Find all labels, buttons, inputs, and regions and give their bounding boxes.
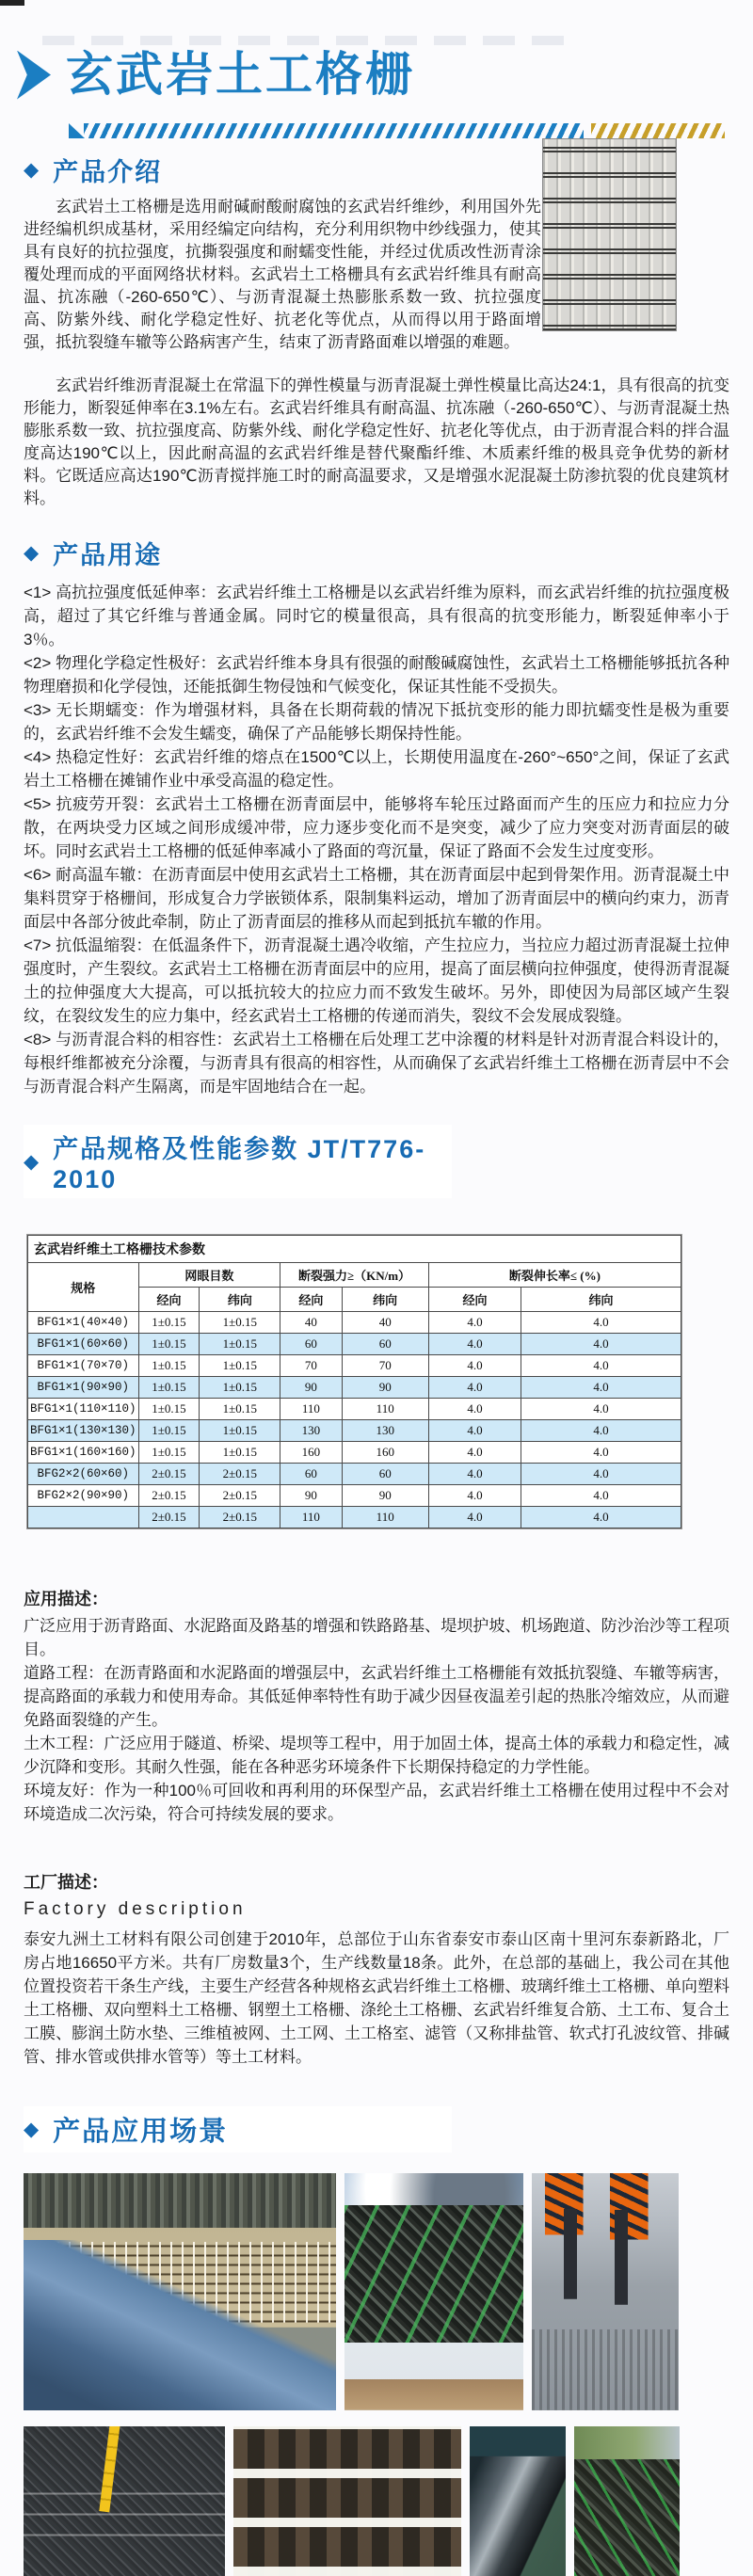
spec-table-title-row	[28, 1236, 681, 1263]
spec-table-cell: 130	[280, 1420, 342, 1442]
application-paragraph: 广泛应用于沥青路面、水泥路面及路基的增强和铁路路基、堤坝护坡、机场跑道、防沙治沙等工程项目。	[24, 1617, 729, 1658]
spec-table-cell: 40	[342, 1312, 428, 1334]
spec-table-cell: 130	[342, 1420, 428, 1442]
spec-table-cell: 90	[342, 1377, 428, 1399]
factory-label: 工厂描述：	[24, 1873, 108, 1892]
spec-table-cell: BFG2×2(60×60)	[28, 1464, 139, 1485]
spec-table-cell: 1±0.15	[200, 1442, 280, 1464]
spec-table-title: 玄武岩纤维土工格栅技术参数	[28, 1236, 681, 1263]
spec-table-cell: 4.0	[521, 1442, 681, 1464]
intro-paragraph: 玄武岩纤维沥青混凝土在常温下的弹性模量与沥青混凝土弹性模量比高达24:1，具有很高的抗变形能力，断裂延伸率在3.1%左右。玄武岩纤维具有耐高温、抗冻融（-260-650℃）、与沥青混凝土热膨胀系数一致、抗拉强度高、防紫外线、耐化学稳定性好、抗老化等优点，由于沥青混合料的拌合温度高达190℃以上，因此耐高温的玄武岩纤维是替代聚酯纤维、木质素纤维的极具竞争优势的新材料。它既适应高达190℃沥青搅拌施工时的耐高温要求，又是增强水泥混凝土防渗抗裂的优良建筑材料。	[24, 376, 729, 507]
spec-table-cell: 1±0.15	[200, 1334, 280, 1355]
spec-table-cell: BFG1×1(160×160)	[28, 1442, 139, 1464]
factory-label-en: Factory description	[24, 1899, 247, 1919]
col-sub-header: 纬向	[200, 1288, 280, 1312]
spec-table-cell: 1±0.15	[200, 1355, 280, 1377]
spec-table-cell: 4.0	[428, 1507, 521, 1528]
spec-table-cell: 60	[280, 1464, 342, 1485]
spec-table-cell: 60	[280, 1334, 342, 1355]
intro-paragraph: 玄武岩土工格栅是选用耐碱耐酸耐腐蚀的玄武岩纤维纱，利用国外先进经编机织成基材，采用经编定向结构，充分利用织物中纱线强力，使其具有良好的抗拉强度，抗撕裂强度和耐蠕变性能，并经过优质改性沥青涂覆处理而成的平面网络状材料。玄武岩土工格栅具有玄武岩纤维具有耐高温、抗冻融（-260-650℃）、与沥青混凝土热膨胀系数一致、抗拉强度高、防紫外线、耐化学稳定性好、抗老化等优点，从而得以用于路面增强，抵抗裂缝车辙等公路病害产生，结束了沥青路面难以增强的难题。	[24, 198, 541, 351]
diamond-icon: ◆	[24, 2119, 40, 2140]
spec-table-cell: 4.0	[521, 1485, 681, 1507]
col-group-header: 断裂强力≥（KN/m）	[280, 1263, 429, 1288]
spec-table-cell: 70	[280, 1355, 342, 1377]
spec-table-cell: 1±0.15	[138, 1312, 200, 1334]
photo-coating-roller	[470, 2426, 566, 2576]
spec-table-cell: 1±0.15	[200, 1399, 280, 1420]
application-paragraph: 道路工程：在沥青路面和水泥路面的增强层中，玄武岩纤维土工格栅能有效抵抗裂缝、车辙等病害，提高路面的承载力和使用寿命。其低延伸率特性有助于减少因昼夜温差引起的热胀冷缩效应，从而避免路面裂缝的产生。	[24, 1664, 729, 1729]
application-paragraphs	[24, 1614, 729, 1826]
col-sub-header: 纬向	[342, 1288, 428, 1312]
usage-item: <7> 抗低温缩裂：在低温条件下，沥青混凝土遇冷收缩，产生拉应力，当拉应力超过沥青混凝土拉伸强度时，产生裂纹。玄武岩土工格栅在沥青面层中的应用，提高了面层横向拉伸强度，使得沥青混凝土的拉伸强度大大提高，可以抵抗较大的拉应力而不致发生破坏。另外，即使因为局部区域产生裂纹，在裂纹发生的应力集中，经玄武岩土工格栅的传递而消失，裂纹不会发展成裂缝。	[24, 936, 729, 1025]
spec-table-cell: BFG1×1(60×60)	[28, 1334, 139, 1355]
spec-table-cell: 4.0	[428, 1377, 521, 1399]
spec-table-cell: 1±0.15	[138, 1442, 200, 1464]
spec-table-row	[28, 1334, 681, 1355]
scenes-heading	[24, 2106, 452, 2152]
scene-photo-row	[24, 2426, 729, 2576]
spec-table-cell: 90	[280, 1485, 342, 1507]
spec-table-cell: 2±0.15	[200, 1485, 280, 1507]
spec-table-cell: 4.0	[428, 1464, 521, 1485]
spec-table-cell: 2±0.15	[200, 1464, 280, 1485]
spec-table-cell: 4.0	[428, 1312, 521, 1334]
spec-table-cell: 4.0	[428, 1399, 521, 1420]
spec-table-row	[28, 1312, 681, 1334]
col-group-header: 断裂伸长率≤ (%)	[428, 1263, 681, 1288]
factory-section	[24, 1869, 729, 2069]
spec-table-cell: BFG2×2(90×90)	[28, 1485, 139, 1507]
arrow-icon	[17, 51, 51, 100]
spec-table-row	[28, 1464, 681, 1485]
intro-heading-label: 产品介绍	[53, 158, 163, 186]
spec-table-cell: 4.0	[521, 1420, 681, 1442]
col-group-header: 网眼目数	[138, 1263, 280, 1288]
spec-table-cell: 4.0	[521, 1399, 681, 1420]
spec-table-row	[28, 1355, 681, 1377]
spec-table-cell: 90	[280, 1377, 342, 1399]
intro-heading	[24, 152, 729, 188]
spec-table-cell: 4.0	[428, 1442, 521, 1464]
spec-table-cell: 1±0.15	[138, 1355, 200, 1377]
spec-table-cell: 4.0	[521, 1334, 681, 1355]
divider-triangle-icon	[69, 123, 85, 138]
spec-table-cell: 1±0.15	[200, 1312, 280, 1334]
spec-table-row	[28, 1507, 681, 1528]
spec-table-cell: 160	[342, 1442, 428, 1464]
usage-item: <3> 无长期蠕变：作为增强材料，具备在长期荷载的情况下抵抗变形的能力即抗蠕变性是极为重要的，玄武岩纤维不会发生蠕变，确保了产品能够长期保持性能。	[24, 701, 729, 743]
spec-table-cell: 40	[280, 1312, 342, 1334]
spec-table-cell: 90	[342, 1485, 428, 1507]
spec-table-cell: 110	[280, 1507, 342, 1528]
spec-table-cell: 4.0	[521, 1464, 681, 1485]
spec-table-row	[28, 1399, 681, 1420]
photo-concrete-workers	[532, 2173, 679, 2410]
section-divider	[69, 123, 725, 138]
page-header	[0, 0, 753, 101]
usage-item: <4> 热稳定性好：玄武岩纤维的熔点在1500℃以上，长期使用温度在-260°~650°之间，保证了玄武岩土工格栅在摊铺作业中承受高温的稳定性。	[24, 748, 729, 790]
spec-table-cell: BFG1×1(130×130)	[28, 1420, 139, 1442]
photo-asphalt-ruler	[24, 2426, 225, 2576]
usage-item: <5> 抗疲劳开裂：玄武岩土工格栅在沥青面层中，能够将车轮压过路面而产生的压应力和拉应力分散，在两块受力区域之间形成缓冲带，应力逐步变化而不是突变，减少了应力突变对沥青面层的破坏。同时玄武岩土工格栅的低延伸率减小了路面的弯沉量，保证了路面不会发生过度变形。	[24, 795, 729, 860]
diamond-icon: ◆	[24, 542, 40, 564]
spec-table-cell: 4.0	[521, 1507, 681, 1528]
application-section	[24, 1586, 729, 1826]
col-header-spec: 规格	[28, 1263, 139, 1312]
usage-item: <1> 高抗拉强度低延伸率：玄武岩纤维土工格栅是以玄武岩纤维为原料，而玄武岩纤维的抗拉强度极高，超过了其它纤维与普通金属。同时它的模量很高，具有很高的抗变形能力，断裂延伸率小于3％。	[24, 584, 729, 648]
spec-table	[27, 1235, 681, 1528]
spec-table-cell: BFG1×1(70×70)	[28, 1355, 139, 1377]
spec-table-cell: 4.0	[428, 1485, 521, 1507]
photo-weaving-machine	[24, 2173, 336, 2410]
spec-table-cell: 2±0.15	[138, 1464, 200, 1485]
spec-table-row	[28, 1420, 681, 1442]
spec-table-cell: 60	[342, 1334, 428, 1355]
spec-table-container	[26, 1234, 682, 1529]
col-sub-header: 经向	[138, 1288, 200, 1312]
spec-table-cell: 1±0.15	[138, 1420, 200, 1442]
spec-table-cell: 1±0.15	[138, 1399, 200, 1420]
spec-table-row	[28, 1377, 681, 1399]
page-artifact	[0, 0, 24, 6]
photo-geogrid-closeup	[233, 2426, 461, 2576]
page-artifact	[42, 36, 569, 45]
spec-table-cell: 110	[342, 1399, 428, 1420]
usage-heading	[24, 535, 729, 571]
spec-table-row	[28, 1485, 681, 1507]
spec-table-row	[28, 1442, 681, 1464]
photo-geogrid-bags	[344, 2173, 523, 2410]
scenes-heading-label: 产品应用场景	[53, 2117, 229, 2147]
usage-item: <2> 物理化学稳定性极好：玄武岩纤维本身具有很强的耐酸碱腐蚀性，玄武岩土工格栅能够抵抗各种物理磨损和化学侵蚀，还能抵御生物侵蚀和气候变化，保证其性能不受损失。	[24, 654, 729, 696]
spec-table-cell	[28, 1507, 139, 1528]
spec-table-cell: 110	[280, 1399, 342, 1420]
spec-table-cell: 1±0.15	[138, 1377, 200, 1399]
specs-heading-label: 产品规格及性能参数 JT/T776-2010	[53, 1135, 426, 1193]
spec-table-cell: 1±0.15	[138, 1334, 200, 1355]
spec-table-cell: 4.0	[521, 1355, 681, 1377]
divider-blue-stripes	[84, 123, 584, 138]
spec-table-cell: BFG1×1(90×90)	[28, 1377, 139, 1399]
spec-table-cell: 160	[280, 1442, 342, 1464]
spec-table-cell: 4.0	[428, 1420, 521, 1442]
diamond-icon: ◆	[24, 159, 40, 181]
usage-item: <6> 耐高温车辙：在沥青面层中使用玄武岩土工格栅，其在沥青面层中起到骨架作用。沥青混凝土中集料贯穿于格栅间，形成复合力学嵌锁体系，限制集料运动，增加了沥青面层中的横向约束力，沥青面层中各部分彼此牵制，防止了沥青面层的推移从而起到抵抗车辙的作用。	[24, 866, 729, 931]
application-paragraph: 环境友好：作为一种100％可回收和再利用的环保型产品，玄武岩纤维土工格栅在使用过程中不会对环境造成二次污染，符合可持续发展的要求。	[24, 1782, 729, 1823]
spec-table-cell: BFG1×1(40×40)	[28, 1312, 139, 1334]
spec-table-cell: 2±0.15	[138, 1485, 200, 1507]
usage-list	[24, 581, 729, 1098]
spec-table-cell: 110	[342, 1507, 428, 1528]
col-sub-header: 经向	[428, 1288, 521, 1312]
spec-table-cell: 1±0.15	[200, 1377, 280, 1399]
spec-table-cell: 1±0.15	[200, 1420, 280, 1442]
usage-item: <8> 与沥青混合料的相容性：玄武岩土工格栅在后处理工艺中涂覆的材料是针对沥青混合料设计的，每根纤维都被充分涂覆，与沥青具有很高的相容性，从而确保了玄武岩纤维土工格栅在沥青层中不会与沥青混合料产生隔离，而是牢固地结合在一起。	[24, 1031, 729, 1096]
divider-gold-stripes	[591, 123, 725, 138]
spec-table-cell: 2±0.15	[138, 1507, 200, 1528]
spec-table-cell: 70	[342, 1355, 428, 1377]
spec-table-cell: 4.0	[428, 1334, 521, 1355]
diamond-icon: ◆	[24, 1150, 40, 1173]
factory-paragraph: 泰安九洲土工材料有限公司创建于2010年，总部位于山东省泰安市泰山区南十里河东泰新路北，厂房占地16650平方米。共有厂房数量3个，生产线数量18条。此外，在总部的基础上，我公司在其他位置投资若干条生产线，主要生产经营各种规格玄武岩纤维土工格栅、玻璃纤维土工格栅、单向塑料土工格栅、双向塑料土工格栅、钢塑土工格栅、涤纶土工格栅、玄武岩纤维复合筋、土工布、复合土工膜、膨润土防水垫、三维植被网、土工网、土工格室、滤管（又称排盐管、软式打孔波纹管、排碱管、排水管或供排水管等）等土工材料。	[24, 1930, 729, 2066]
scene-photo-row	[24, 2173, 729, 2410]
col-sub-header: 纬向	[521, 1288, 681, 1312]
spec-table-cell: 4.0	[428, 1355, 521, 1377]
spec-table-cell: 4.0	[521, 1312, 681, 1334]
spec-table-cell: BFG1×1(110×110)	[28, 1399, 139, 1420]
spec-table-cell: 4.0	[521, 1377, 681, 1399]
application-label: 应用描述：	[24, 1590, 108, 1608]
application-paragraph: 土木工程：广泛应用于隧道、桥梁、堤坝等工程中，用于加固土体，提高土体的承载力和稳定性，减少沉降和变形。其耐久性强，能在各种恶劣环境条件下长期保持稳定的力学性能。	[24, 1735, 729, 1776]
spec-table-cell: 2±0.15	[200, 1507, 280, 1528]
spec-table-group-header	[28, 1263, 681, 1288]
usage-heading-label: 产品用途	[53, 541, 163, 569]
col-sub-header: 经向	[280, 1288, 342, 1312]
photo-geogrid-stockyard	[574, 2426, 680, 2576]
spec-table-cell: 60	[342, 1464, 428, 1485]
page-title: 玄武岩土工格栅	[66, 48, 415, 101]
specs-heading	[24, 1125, 452, 1198]
